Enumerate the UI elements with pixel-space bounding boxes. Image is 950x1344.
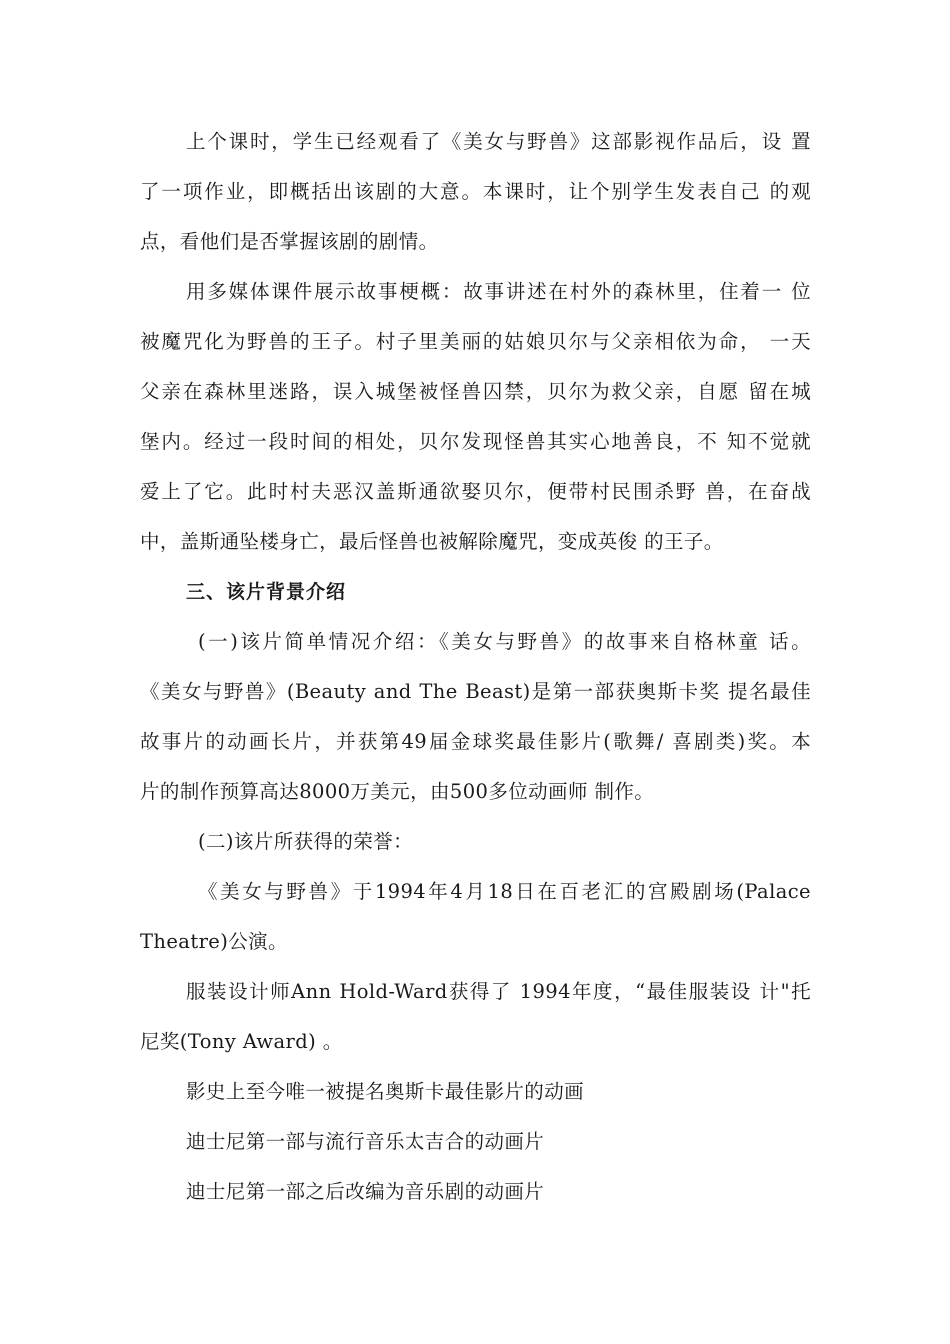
paragraph-line: 父亲在森林里迷路，误入城堡被怪兽囚禁，贝尔为救父亲，自愿 留在城 [140, 380, 811, 403]
paragraph-line: 故事片的动画长片，并获第49届金球奖最佳影片(歌舞/ 喜剧类)奖。本 [140, 730, 811, 753]
paragraph-line: 用多媒体课件展示故事梗概：故事讲述在村外的森林里，住着一 位 [186, 280, 811, 303]
paragraph-line: 被魔咒化为野兽的王子。村子里美丽的姑娘贝尔与父亲相依为命， 一天 [140, 330, 811, 353]
paragraph-line: 《美女与野兽》(Beauty and The Beast)是第一部获奥斯卡奖 提名最佳 [140, 680, 811, 703]
paragraph-line: 了一项作业，即概括出该剧的大意。本课时，让个别学生发表自己 的观 [140, 180, 811, 203]
paragraph-line: 堡内。经过一段时间的相处，贝尔发现怪兽其实心地善良，不 知不觉就 [140, 430, 811, 453]
paragraph-line: 点，看他们是否掌握该剧的剧情。 [140, 230, 439, 253]
paragraph-line: 片的制作预算高达8000万美元，由500多位动画师 制作。 [140, 780, 655, 803]
paragraph-line: 服装设计师Ann Hold-Ward获得了 1994年度，“最佳服装设 计"托 [186, 980, 811, 1003]
paragraph-line: 上个课时，学生已经观看了《美女与野兽》这部影视作品后，设 置 [186, 130, 811, 153]
paragraph-line: (一)该片简单情况介绍：《美女与野兽》的故事来自格林童 话。 [198, 630, 811, 653]
paragraph-line: 中，盖斯通坠楼身亡，最后怪兽也被解除魔咒，变成英俊 的王子。 [140, 530, 724, 553]
paragraph-line: 爱上了它。此时村夫恶汉盖斯通欲娶贝尔，便带村民围杀野 兽，在奋战 [140, 480, 811, 503]
paragraph-line: 《美女与野兽》于1994年4月18日在百老汇的宫殿剧场(Palace [198, 880, 811, 903]
list-item: 影史上至今唯一被提名奥斯卡最佳影片的动画 [186, 1080, 585, 1103]
paragraph-line: (二)该片所获得的荣誉： [198, 830, 414, 853]
paragraph-line: Theatre)公演。 [140, 930, 288, 953]
list-item: 迪士尼第一部与流行音乐太吉合的动画片 [186, 1130, 545, 1153]
section-heading: 三、该片背景介绍 [186, 581, 347, 603]
paragraph-line: 尼奖(Tony Award) 。 [140, 1030, 343, 1053]
list-item: 迪士尼第一部之后改编为音乐剧的动画片 [186, 1180, 545, 1203]
